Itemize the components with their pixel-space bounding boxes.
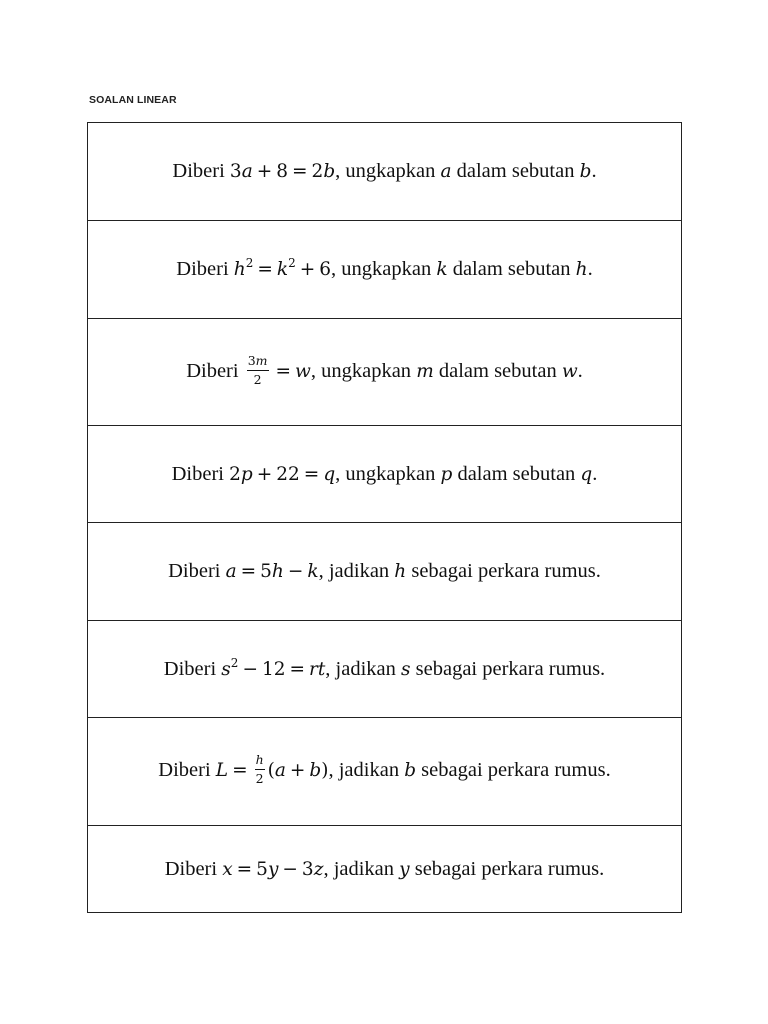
target-variable: k <box>436 259 448 280</box>
given-label: Diberi <box>164 857 218 880</box>
given-label: Diberi <box>163 657 217 680</box>
instruction-text: dalam sebutan <box>451 160 580 182</box>
target-variable: y <box>399 858 410 880</box>
question-cell: Diberi x = 5y − 3z, jadikan y sebagai perkara rumus. <box>88 826 682 913</box>
question-row-3 <box>88 319 682 426</box>
instruction-text: dalam sebutan <box>433 359 562 382</box>
given-label: Diberi <box>186 359 239 382</box>
given-label: Diberi <box>168 560 221 582</box>
instruction-text: , ungkapkan <box>310 359 417 382</box>
instruction-text: , ungkapkan <box>335 462 441 485</box>
target-variable: b <box>404 760 417 782</box>
instruction-text: sebagai perkara rumus. <box>416 759 611 782</box>
instruction-text: sebagai perkara rumus. <box>406 560 601 582</box>
question-cell: Diberi 2p + 22 = q, ungkapkan p dalam sebutan q. <box>88 426 682 523</box>
question-cell: Diberi L = $\frac{h}{2}$ (a + b), jadikan b sebagai perkara rumus. <box>88 718 682 826</box>
given-label: Diberi <box>176 258 229 280</box>
given-label: Diberi <box>172 160 225 182</box>
target-variable: a <box>440 161 452 182</box>
question-cell: Diberi $h^2 = k^2 + 6$, ungkapkan k dalam sebutan h. <box>88 221 682 319</box>
question-table <box>87 122 682 913</box>
given-label: Diberi <box>171 462 224 485</box>
question-row-6 <box>88 621 682 718</box>
reference-variable: q <box>580 463 593 485</box>
question-cell: Diberi $\frac{3m}{2}$ = w, ungkapkan m dalam sebutan w. <box>88 319 682 426</box>
instruction-text: , ungkapkan <box>331 258 437 280</box>
target-variable: m <box>416 360 434 382</box>
target-variable: s <box>401 658 411 680</box>
question-row-7 <box>88 718 682 826</box>
instruction-text: sebagai perkara rumus. <box>409 857 605 880</box>
reference-variable: b <box>579 161 592 182</box>
question-cell: Diberi 3a + 8 = 2b, ungkapkan a dalam sebutan b. <box>88 123 682 221</box>
instruction-text: dalam sebutan <box>447 258 576 280</box>
instruction-text: dalam sebutan <box>452 462 581 485</box>
instruction-text: , jadikan <box>318 560 395 582</box>
reference-variable: w <box>561 360 578 382</box>
target-variable: h <box>394 561 407 582</box>
instruction-text: , jadikan <box>325 657 402 680</box>
instruction-text: , jadikan <box>323 857 400 880</box>
fraction: $\frac{h}{2}$ <box>255 752 264 786</box>
fraction: $\frac{3m}{2}$ <box>247 352 268 387</box>
question-cell: Diberi $s^2 - 12$ = rt, jadikan s sebagai perkara rumus. <box>88 621 682 718</box>
question-row-4 <box>88 426 682 523</box>
instruction-text: , ungkapkan <box>335 160 441 182</box>
instruction-text: , jadikan <box>328 759 405 782</box>
question-row-5 <box>88 523 682 621</box>
instruction-text: sebagai perkara rumus. <box>410 657 606 680</box>
question-row-8 <box>88 826 682 913</box>
question-row-1 <box>88 123 682 221</box>
target-variable: p <box>440 463 453 485</box>
page-title: SOALAN LINEAR <box>89 94 177 106</box>
question-cell: Diberi a = 5h − k, jadikan h sebagai perkara rumus. <box>88 523 682 621</box>
reference-variable: h <box>575 259 588 280</box>
given-label: Diberi <box>158 759 211 782</box>
question-row-2 <box>88 221 682 319</box>
